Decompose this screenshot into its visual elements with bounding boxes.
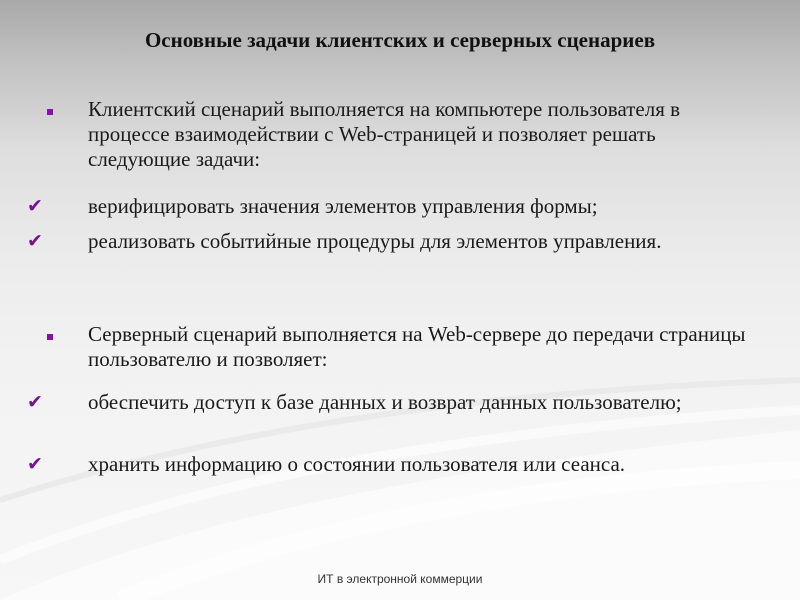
slide-title: Основные задачи клиентских и серверных сценариев xyxy=(144,28,656,52)
checkmark-icon: ✔ xyxy=(27,391,43,413)
list-item-verify-form xyxy=(27,194,748,219)
square-bullet-icon xyxy=(47,334,53,340)
list-item-text: Клиентский сценарий выполняется на компьютере пользователя в процессе взаимодействии с Web-страницей и позволяет решать следующие задачи: xyxy=(88,97,681,171)
list-item-text: хранить информацию о состоянии пользователя или сеанса. xyxy=(88,452,626,476)
checkmark-icon: ✔ xyxy=(27,453,43,475)
list-item-text: верифицировать значения элементов управления формы; xyxy=(88,194,598,218)
slide-footer: ИТ в электронной коммерции xyxy=(317,572,483,586)
list-item-client-script xyxy=(88,97,748,172)
list-item-event-procedures xyxy=(27,229,748,254)
square-bullet-icon xyxy=(47,109,53,115)
list-item-text: обеспечить доступ к базе данных и возврат данных пользователю; xyxy=(88,390,682,414)
list-item-server-script xyxy=(88,322,748,372)
checkmark-icon: ✔ xyxy=(27,230,43,252)
list-item-text: Серверный сценарий выполняется на Web-сервере до передачи страницы пользователю и позволяет: xyxy=(88,322,746,371)
checkmark-icon: ✔ xyxy=(27,195,43,217)
list-item-session-info xyxy=(27,452,748,477)
list-item-text: реализовать событийные процедуры для элементов управления. xyxy=(88,229,662,253)
list-item-database-access xyxy=(27,390,748,415)
